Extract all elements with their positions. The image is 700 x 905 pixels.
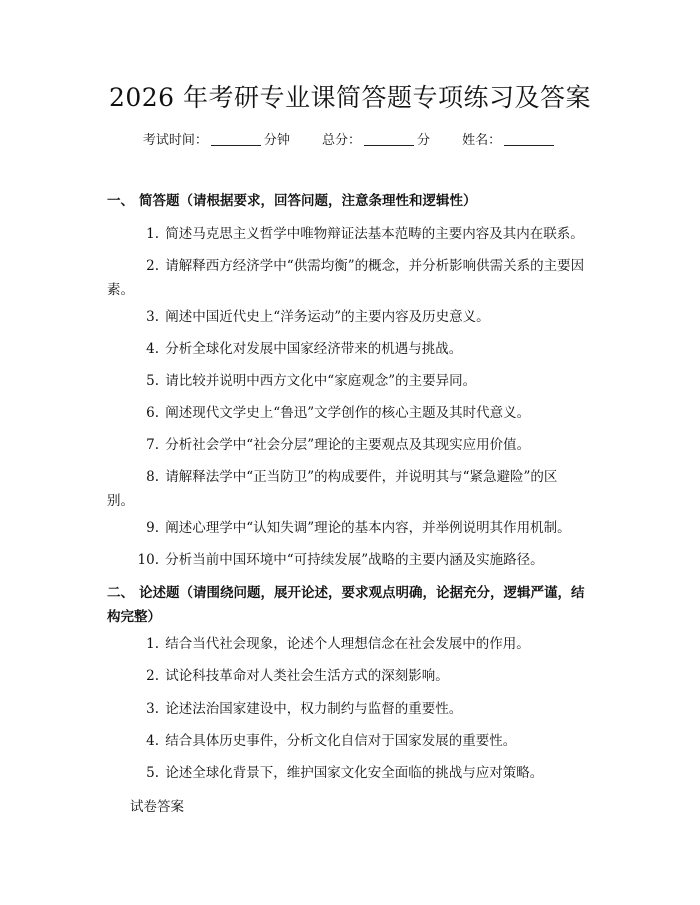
item-text: 请比较并说明中西方文化中“家庭观念”的主要异同。: [165, 373, 477, 389]
item-number: 4.: [146, 733, 159, 749]
item-text-continued: 别。: [107, 493, 134, 509]
item-text: 试论科技革命对人类社会生活方式的深刻影响。: [165, 668, 449, 684]
item-text: 简述马克思主义哲学中唯物辩证法基本范畴的主要内容及其内在联系。: [165, 226, 584, 242]
item-text: 论述法治国家建设中，权力制约与监督的重要性。: [165, 701, 463, 717]
list-item: [107, 433, 595, 457]
score-label: 总分：: [321, 133, 361, 148]
time-unit: 分钟: [263, 133, 290, 148]
section-2-heading: [107, 581, 595, 629]
list-item: [107, 222, 595, 246]
item-number: 3.: [146, 309, 159, 325]
item-number: 6.: [146, 405, 159, 421]
item-text: 阐述现代文学史上“鲁迅”文学创作的核心主题及其时代意义。: [165, 405, 531, 421]
item-number: 5.: [146, 373, 159, 389]
item-number: 5.: [146, 765, 159, 781]
item-text: 分析当前中国环境中“可持续发展”战略的主要内涵及实施路径。: [165, 552, 544, 568]
list-item: [107, 254, 595, 302]
item-number: 2.: [146, 258, 159, 274]
list-item: [107, 516, 595, 540]
item-text: 阐述中国近代史上“洋务运动”的主要内容及历史意义。: [165, 309, 490, 325]
answer-heading: 试卷答案: [130, 799, 184, 815]
list-item: [107, 305, 595, 329]
list-item: [107, 465, 595, 513]
item-text: 论述全球化背景下，维护国家文化安全面临的挑战与应对策略。: [165, 765, 544, 781]
name-field: [462, 131, 557, 151]
list-item: [107, 337, 595, 361]
item-text: 分析全球化对发展中国家经济带来的机遇与挑战。: [165, 341, 463, 357]
item-text: 请解释西方经济学中“供需均衡”的概念，并分析影响供需关系的主要因: [165, 258, 585, 274]
list-item: [107, 729, 595, 753]
list-item: [107, 632, 595, 656]
section-2-number: 二、: [107, 585, 134, 601]
item-number: 8.: [146, 469, 159, 485]
item-text: 结合具体历史事件，分析文化自信对于国家发展的重要性。: [165, 733, 517, 749]
item-text-continued: 素。: [107, 282, 134, 298]
list-item: [107, 548, 595, 572]
item-number: 4.: [146, 341, 159, 357]
list-item: [107, 401, 595, 425]
time-label: 考试时间：: [142, 133, 208, 148]
section-1-title: 简答题（请根据要求，回答问题，注意条理性和逻辑性）: [139, 193, 477, 209]
list-item: [107, 761, 595, 785]
list-item: [107, 697, 595, 721]
section-1-number: 一、: [107, 193, 134, 209]
item-text: 分析社会学中“社会分层”理论的主要观点及其现实应用价值。: [165, 437, 531, 453]
item-number: 1.: [146, 226, 159, 242]
item-number: 7.: [146, 437, 159, 453]
section-2-title: 论述题（请围绕问题，展开论述，要求观点明确，论据充分，逻辑严谨，结: [139, 585, 585, 601]
list-item: [107, 369, 595, 393]
name-label: 姓名：: [462, 133, 502, 148]
list-item: [107, 664, 595, 688]
document-title: 2026 年考研专业课简答题专项练习及答案: [108, 83, 592, 112]
time-blank[interactable]: [211, 132, 261, 146]
item-text: 请解释法学中“正当防卫”的构成要件，并说明其与“紧急避险”的区: [165, 469, 558, 485]
item-number: 9.: [146, 520, 159, 536]
section-2-title-continued: 构完整）: [107, 609, 161, 625]
name-blank[interactable]: [504, 132, 554, 146]
item-text: 阐述心理学中“认知失调”理论的基本内容，并举例说明其作用机制。: [165, 520, 571, 536]
score-blank[interactable]: [364, 132, 414, 146]
time-field: [143, 131, 290, 151]
score-field: [322, 131, 430, 151]
item-number: 10.: [137, 552, 159, 568]
exam-meta: [0, 131, 700, 151]
item-number: 1.: [146, 636, 159, 652]
score-unit: 分: [417, 133, 431, 148]
item-number: 3.: [146, 701, 159, 717]
section-1-heading: [107, 189, 595, 213]
item-text: 结合当代社会现象，论述个人理想信念在社会发展中的作用。: [165, 636, 530, 652]
item-number: 2.: [146, 668, 159, 684]
